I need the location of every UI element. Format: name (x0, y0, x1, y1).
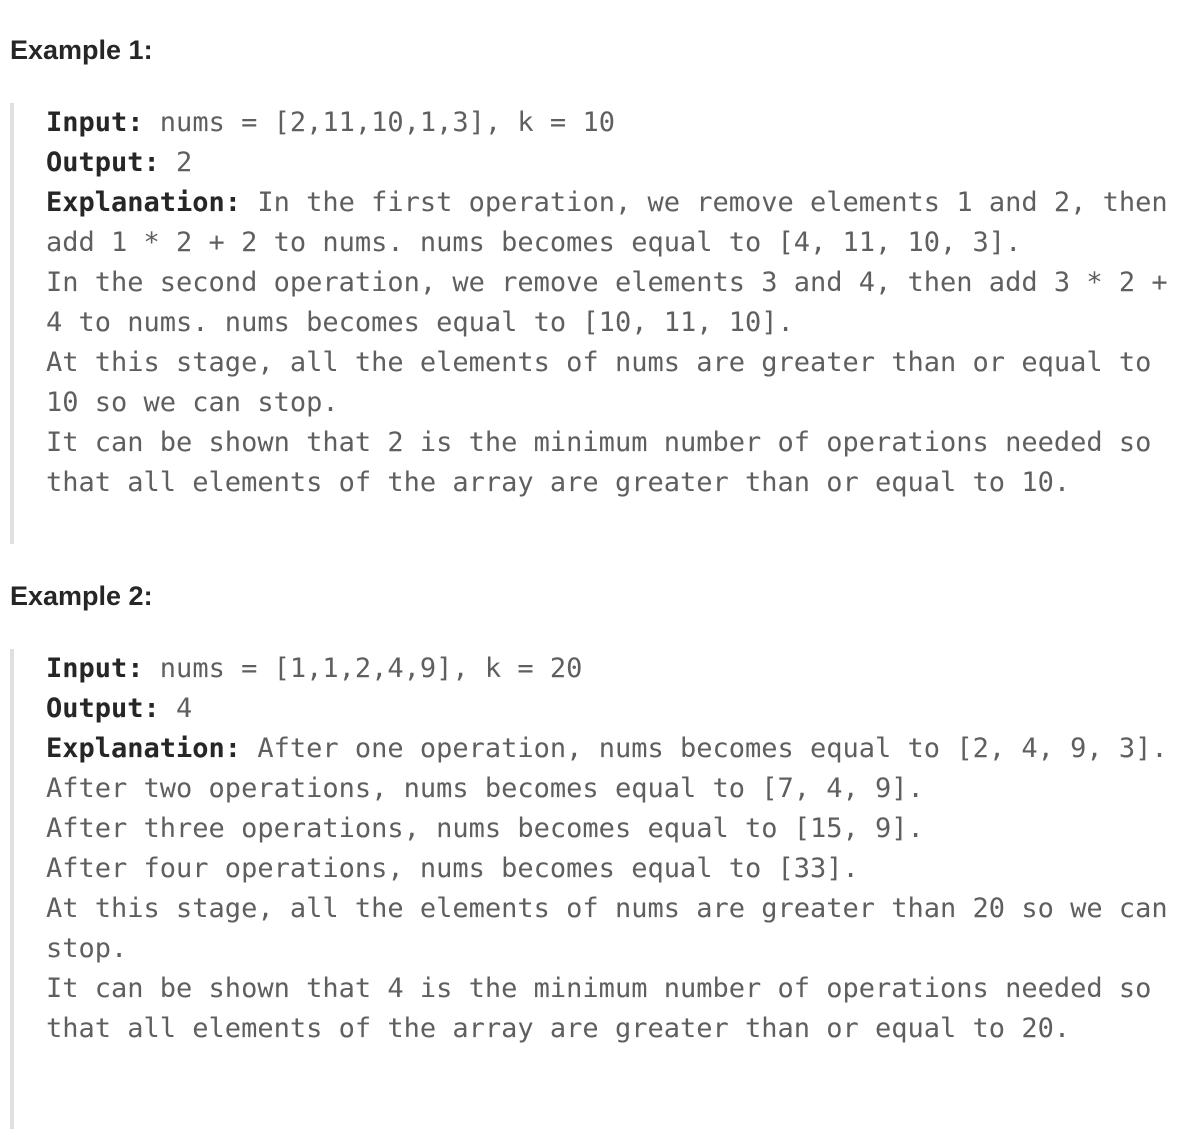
explanation-text: After two operations, nums becomes equal to [7, 4, 9]. (46, 773, 924, 804)
explanation-label: Explanation: (46, 187, 242, 218)
explanation-text: It can be shown that 2 is the minimum number of operations needed so that all elements of the array are greater than or equal to 10. (46, 427, 1152, 498)
explanation-text: It can be shown that 4 is the minimum number of operations needed so that all elements of the array are greater than or equal to 20. (46, 973, 1152, 1044)
example-2-input-line (46, 649, 1170, 689)
example-1-explanation-line (46, 183, 1170, 263)
example-2-explanation-line (46, 729, 1170, 769)
input-label: Input: (46, 653, 144, 684)
explanation-text: At this stage, all the elements of nums are greater than 20 so we can stop. (46, 893, 1168, 964)
input-value: nums = [1,1,2,4,9], k = 20 (143, 653, 583, 684)
output-label: Output: (46, 147, 160, 178)
explanation-text: In the first operation, we remove elements 1 and 2, then add 1 * 2 + 2 to nums. nums becomes equal to [4, 11, 10, 3]. (46, 187, 1168, 258)
output-value: 4 (159, 693, 193, 724)
input-label: Input: (46, 107, 144, 138)
example-1-block (10, 103, 1170, 544)
example-1-input-line (46, 103, 1170, 143)
explanation-text: After one operation, nums becomes equal to [2, 4, 9, 3]. (241, 733, 1168, 764)
explanation-text: At this stage, all the elements of nums are greater than or equal to 10 so we can stop. (46, 347, 1152, 418)
example-1-heading: Example 1: (10, 35, 153, 65)
explanation-text: In the second operation, we remove elements 3 and 4, then add 3 * 2 + 4 to nums. nums becomes equal to [10, 11, 10]. (46, 267, 1168, 338)
example-2-output-line (46, 689, 1170, 729)
example-1-output-line (46, 143, 1170, 183)
example-2-heading: Example 2: (10, 581, 153, 611)
output-label: Output: (46, 693, 160, 724)
explanation-label: Explanation: (46, 733, 242, 764)
input-value: nums = [2,11,10,1,3], k = 10 (143, 107, 615, 138)
explanation-text: After four operations, nums becomes equal to [33]. (46, 853, 859, 884)
example-2-block (10, 649, 1170, 1129)
output-value: 2 (159, 147, 193, 178)
explanation-text: After three operations, nums becomes equal to [15, 9]. (46, 813, 924, 844)
